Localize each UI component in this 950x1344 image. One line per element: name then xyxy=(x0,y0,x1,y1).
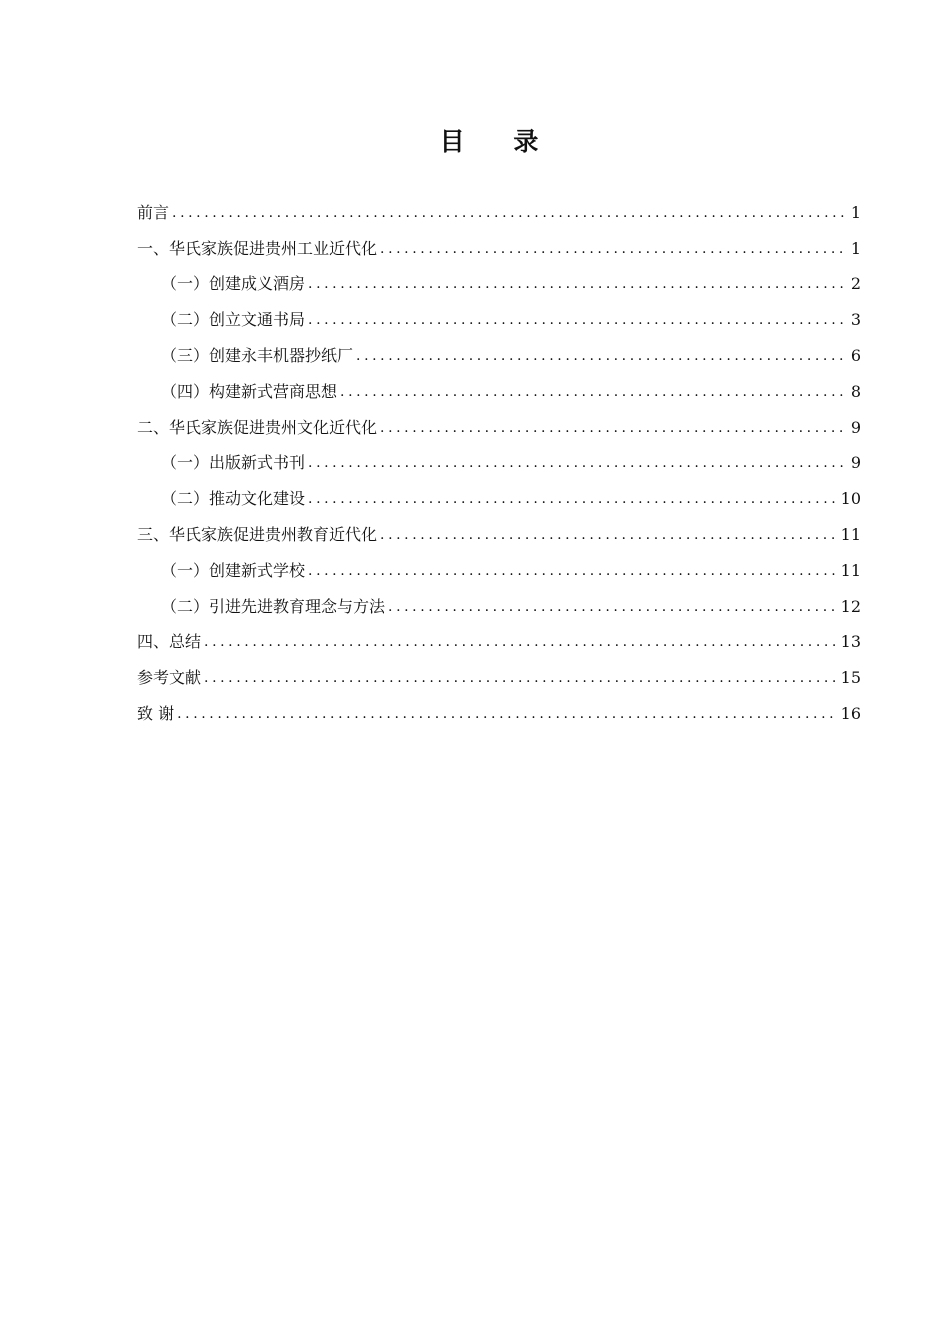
toc-entry-chapter-3[interactable] xyxy=(137,509,861,545)
toc-entry-section-1-2[interactable] xyxy=(137,294,861,330)
toc-entry-text: （二）引进先进教育理念与方法 xyxy=(161,596,386,616)
toc-entry-section-2-1[interactable] xyxy=(137,438,861,474)
dot-leader xyxy=(172,203,848,223)
page-title: 目 录 xyxy=(439,127,559,156)
toc-page-number: 8 xyxy=(850,381,861,401)
toc-page-number: 6 xyxy=(850,345,861,365)
dot-leader xyxy=(308,453,848,473)
toc-entry-text: 参考文献 xyxy=(137,668,202,688)
toc-page-number: 12 xyxy=(840,596,861,616)
toc-page-number: 3 xyxy=(850,310,861,330)
toc-entry-section-3-1[interactable] xyxy=(137,545,861,581)
toc-entry-text: （一）创建新式学校 xyxy=(161,560,306,580)
dot-leader xyxy=(340,382,848,402)
toc-page-number: 9 xyxy=(850,417,861,437)
toc-page-number: 11 xyxy=(840,524,861,544)
toc-entry-section-2-2[interactable] xyxy=(137,473,861,509)
toc-entry-text: 三、华氏家族促进贵州教育近代化 xyxy=(137,524,378,544)
toc-entry-section-1-4[interactable] xyxy=(137,366,861,402)
toc-page-number: 13 xyxy=(840,632,861,652)
toc-page-number: 1 xyxy=(850,238,861,258)
toc-entry-references[interactable] xyxy=(137,652,861,688)
dot-leader xyxy=(356,346,848,366)
toc-page-number: 10 xyxy=(840,489,861,509)
dot-leader xyxy=(388,597,838,617)
toc-page-number: 9 xyxy=(850,453,861,473)
toc-entry-chapter-1[interactable] xyxy=(137,223,861,259)
toc-entry-text: （三）创建永丰机器抄纸厂 xyxy=(161,345,354,365)
toc-entry-conclusion[interactable] xyxy=(137,617,861,653)
dot-leader xyxy=(380,418,848,438)
toc-page-number: 15 xyxy=(840,668,861,688)
dot-leader xyxy=(308,274,848,294)
toc-page-number: 1 xyxy=(850,202,861,222)
dot-leader xyxy=(308,489,838,509)
toc-entry-section-1-1[interactable] xyxy=(137,259,861,295)
dot-leader xyxy=(380,239,848,259)
toc-entry-text: 二、华氏家族促进贵州文化近代化 xyxy=(137,417,378,437)
toc-entry-text: （一）创建成义酒房 xyxy=(161,274,306,294)
toc-entry-text: （一）出版新式书刊 xyxy=(161,453,306,473)
toc-page-number: 16 xyxy=(840,703,861,723)
toc-entry-text: （二）创立文通书局 xyxy=(161,310,306,330)
dot-leader xyxy=(308,561,838,581)
toc-page-number: 2 xyxy=(850,274,861,294)
toc-entry-text: 致 谢 xyxy=(137,703,175,723)
dot-leader xyxy=(204,668,838,688)
dot-leader xyxy=(204,632,838,652)
toc-entry-text: 一、华氏家族促进贵州工业近代化 xyxy=(137,238,378,258)
toc-entry-acknowledgements[interactable] xyxy=(137,688,861,724)
toc-entry-chapter-2[interactable] xyxy=(137,402,861,438)
dot-leader xyxy=(308,310,848,330)
toc-entry-text: 四、总结 xyxy=(137,632,202,652)
toc-entry-text: （四）构建新式营商思想 xyxy=(161,381,338,401)
dot-leader xyxy=(177,704,838,724)
toc-page-number: 11 xyxy=(840,560,861,580)
toc-entry-text: 前言 xyxy=(137,202,170,222)
toc-entry-text: （二）推动文化建设 xyxy=(161,489,306,509)
dot-leader xyxy=(380,525,838,545)
toc-entry-section-1-3[interactable] xyxy=(137,330,861,366)
table-of-contents xyxy=(137,187,861,724)
toc-entry-section-3-2[interactable] xyxy=(137,581,861,617)
toc-entry-preface[interactable] xyxy=(137,187,861,223)
